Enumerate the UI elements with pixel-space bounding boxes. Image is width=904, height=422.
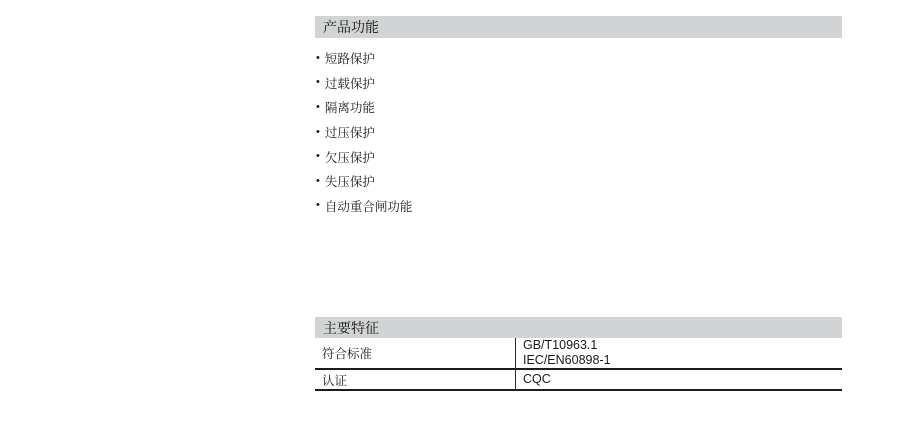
spec-value-line: GB/T10963.1 xyxy=(523,338,598,352)
table-row xyxy=(315,338,842,370)
list-item xyxy=(316,71,836,96)
spec-value xyxy=(515,338,842,368)
section-title: 主要特征 xyxy=(323,319,379,336)
feature-label: 短路保护 xyxy=(324,52,375,67)
spec-table xyxy=(315,338,842,391)
bullet-icon: • xyxy=(316,125,320,138)
feature-label: 失压保护 xyxy=(324,175,375,190)
bullet-icon: • xyxy=(316,51,320,64)
section-header-main-features xyxy=(315,317,842,338)
bullet-icon: • xyxy=(316,174,320,187)
section-header-product-functions xyxy=(315,16,842,38)
list-item xyxy=(316,120,836,145)
list-item xyxy=(316,194,836,219)
spec-value-line: CQC xyxy=(523,372,551,386)
bullet-icon: • xyxy=(316,100,320,113)
feature-list xyxy=(316,46,836,218)
spec-value xyxy=(515,370,842,389)
bullet-icon: • xyxy=(316,150,320,163)
list-item xyxy=(316,46,836,71)
list-item xyxy=(316,144,836,169)
feature-label: 自动重合闸功能 xyxy=(324,199,413,214)
list-item xyxy=(316,95,836,120)
feature-label: 隔离功能 xyxy=(324,101,375,116)
feature-label: 欠压保护 xyxy=(324,150,375,165)
section-title: 产品功能 xyxy=(323,19,379,35)
feature-label: 过压保护 xyxy=(324,126,375,141)
spec-label: 符合标准 xyxy=(322,347,373,361)
bullet-icon: • xyxy=(316,76,320,89)
feature-label: 过载保护 xyxy=(324,76,375,91)
spec-label: 认证 xyxy=(322,373,348,388)
table-row xyxy=(315,370,842,391)
list-item xyxy=(316,169,836,194)
spec-value-line: IEC/EN60898-1 xyxy=(523,353,611,367)
bullet-icon: • xyxy=(316,199,320,212)
